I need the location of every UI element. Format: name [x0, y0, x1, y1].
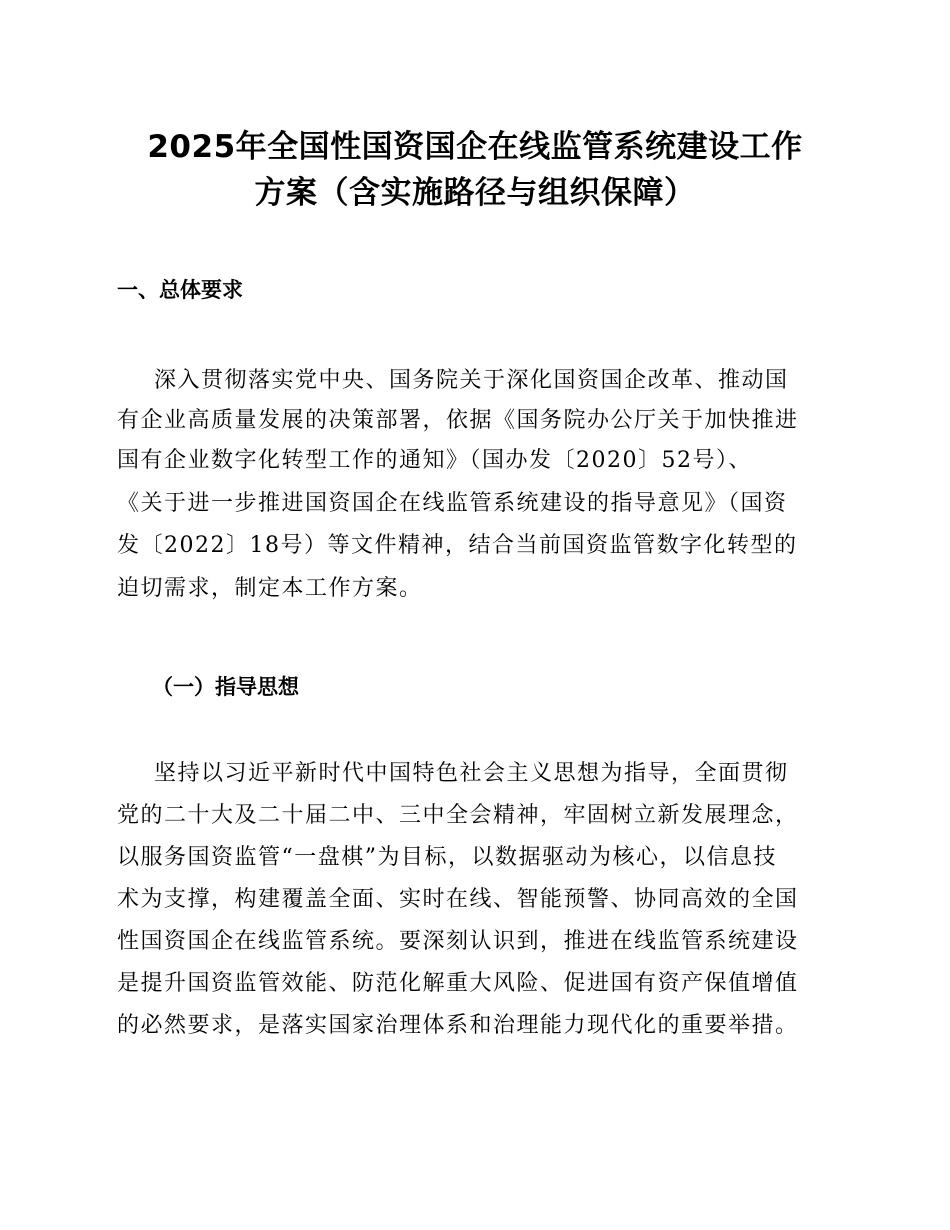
paragraph-line: 有企业高质量发展的决策部署，依据《国务院办公厅关于加快推进 [117, 408, 799, 433]
document-title-line-2: 方案（含实施路径与组织保障） [254, 175, 696, 211]
paragraph-line: 党的二十大及二十届二中、三中全会精神，牢固树立新发展理念， [117, 803, 799, 828]
paragraph-line: 迫切需求，制定本工作方案。 [117, 576, 423, 601]
paragraph-line: 以服务国资监管“一盘棋”为目标，以数据驱动为核心，以信息技 [117, 845, 777, 870]
paragraph-line: 是提升国资监管效能、防范化解重大风险、促进国有资产保值增值 [117, 971, 799, 996]
paragraph-line: 发〔2022〕18号）等文件精神，结合当前国资监管数字化转型的 [117, 533, 798, 558]
paragraph-line: 的必然要求，是落实国家治理体系和治理能力现代化的重要举措。 [117, 1013, 799, 1038]
document-title-line-1: 2025年全国性国资国企在线监管系统建设工作 [147, 129, 803, 165]
section-heading-general-requirements: 一、总体要求 [117, 278, 243, 302]
paragraph-line: 术为支撑，构建覆盖全面、实时在线、智能预警、协同高效的全国 [117, 887, 799, 912]
subsection-heading-guiding-ideology: （一）指导思想 [152, 675, 299, 699]
paragraph-line: 坚持以习近平新时代中国特色社会主义思想为指导，全面贯彻 [154, 761, 789, 786]
paragraph-line: 性国资国企在线监管系统。要深刻认识到，推进在线监管系统建设 [117, 929, 799, 954]
paragraph-line: 深入贯彻落实党中央、国务院关于深化国资国企改革、推动国 [154, 368, 789, 393]
paragraph-line: 《关于进一步推进国资国企在线监管系统建设的指导意见》（国资 [117, 491, 788, 516]
paragraph-line: 国有企业数字化转型工作的通知》（国办发〔2020〕52号）、 [117, 448, 752, 473]
